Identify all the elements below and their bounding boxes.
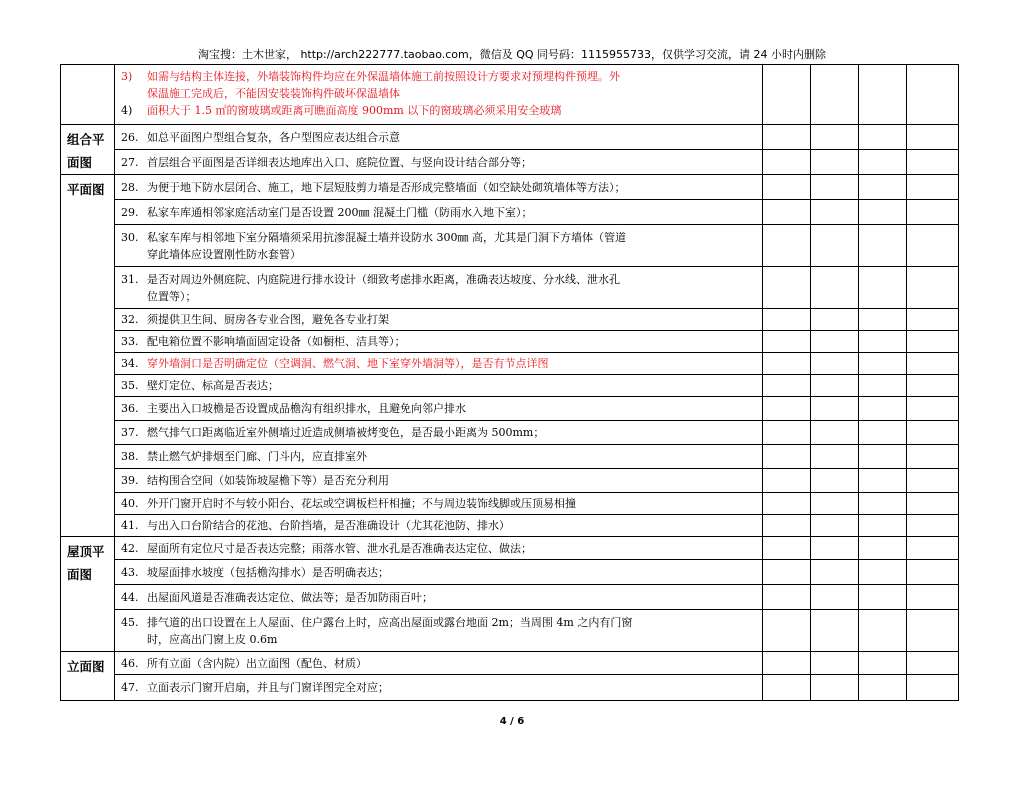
category-elevation: 立面图 — [61, 652, 115, 701]
checklist-item-3-4: 3) 如需与结构主体连接，外墙装饰构件均应在外保温墙体施工前按照设计方要求对预埋构件预埋。外 保温施工完成后，不能因安装装饰构件破坏保温墙体 4) 面积大于 1.5 ㎡的窗玻璃或距离可瞧面高度 900mm 以下的窗玻璃必须采用安全玻璃 — [115, 65, 763, 125]
checklist-item-46: 46. 所有立面（含内院）出立面图（配色、材质） — [115, 652, 763, 675]
table-row — [61, 200, 959, 225]
checklist-item-29: 29. 私家车库通相邻家庭活动室门是否设置 200㎜ 混凝土门槛（防雨水入地下室）； — [115, 200, 763, 225]
table-row — [61, 652, 959, 675]
checklist-item-42: 42. 屋面所有定位尺寸是否表达完整；雨落水管、泄水孔是否准确表达定位、做法； — [115, 537, 763, 560]
checklist-item-38: 38. 禁止燃气炉排烟至门廊、门斗内，应直排室外 — [115, 445, 763, 469]
page-header: 淘宝搜：土木世家， http://arch222777.taobao.com，微信及 QQ 同号码：1115955733，仅供学习交流，请 24 小时内删除 — [197, 48, 827, 61]
table-row — [61, 421, 959, 445]
checklist-item-37: 37. 燃气排气口距离临近室外侧墙过近造成侧墙被烤变色，是否最小距离为 500mm； — [115, 421, 763, 445]
table-row — [61, 225, 959, 267]
table-row — [61, 150, 959, 175]
category-combo-plan: 组合平面图 — [61, 125, 115, 175]
table-row — [61, 309, 959, 331]
table-row — [61, 537, 959, 560]
checklist-item-33: 33. 配电箱位置不影响墙面固定设备（如橱柜、洁具等）； — [115, 331, 763, 353]
checklist-item-31: 31. 是否对周边外侧庭院、内庭院进行排水设计（细致考虑排水距离，准确表达坡度、分水线、泄水孔 位置等）； — [115, 267, 763, 309]
checklist-item-27: 27. 首层组合平面图是否详细表达地库出入口、庭院位置、与竖向设计结合部分等； — [115, 150, 763, 175]
table-row — [61, 585, 959, 610]
page-number: 4 / 6 — [499, 716, 525, 727]
table-row — [61, 493, 959, 515]
checklist-item-26: 26. 如总平面图户型组合复杂，各户型图应表达组合示意 — [115, 125, 763, 150]
table-row — [61, 610, 959, 652]
table-row — [61, 331, 959, 353]
checklist-item-39: 39. 结构围合空间（如装饰坡屋檐下等）是否充分利用 — [115, 469, 763, 493]
checklist-item-28: 28. 为便于地下防水层闭合、施工，地下层短肢剪力墙是否形成完整墙面（如空缺处砌筑墙体等方法）； — [115, 175, 763, 200]
category-cell-empty — [61, 65, 115, 125]
table-row — [61, 469, 959, 493]
table-row — [61, 445, 959, 469]
table-row — [61, 267, 959, 309]
checklist-item-32: 32. 须提供卫生间、厨房各专业合图，避免各专业打架 — [115, 309, 763, 331]
table-row — [61, 375, 959, 397]
checklist-item-40: 40. 外开门窗开启时不与较小阳台、花坛或空调板栏杆相撞；不与周边装饰线脚或压顶易相撞 — [115, 493, 763, 515]
table-row — [61, 353, 959, 375]
checklist-item-43: 43. 坡屋面排水坡度（包括檐沟排水）是否明确表达； — [115, 560, 763, 585]
table-row — [61, 125, 959, 150]
checklist-item-47: 47. 立面表示门窗开启扇，并且与门窗详图完全对应； — [115, 675, 763, 701]
checklist-item-30: 30. 私家车库与相邻地下室分隔墙须采用抗渗混凝土墙并设防水 300㎜ 高，尤其是门洞下方墙体（管道 穿此墙体应设置刚性防水套管） — [115, 225, 763, 267]
table-row — [61, 560, 959, 585]
checklist-item-41: 41. 与出入口台阶结合的花池、台阶挡墙，是否准确设计（尤其花池防、排水） — [115, 515, 763, 537]
checklist-item-36: 36. 主要出入口坡檐是否设置成品檐沟有组织排水，且避免向邻户排水 — [115, 397, 763, 421]
review-checklist-table-main — [60, 64, 959, 701]
category-roof-plan: 屋顶平面图 — [61, 537, 115, 652]
table-row — [61, 175, 959, 200]
table-row — [61, 397, 959, 421]
checklist-item-45: 45. 排气道的出口设置在上人屋面、住户露台上时，应高出屋面或露台地面 2m；当周围 4m 之内有门窗 时，应高出门窗上皮 0.6m — [115, 610, 763, 652]
category-plan: 平面图 — [61, 175, 115, 537]
checklist-item-34: 34. 穿外墙洞口是否明确定位（空调洞、燃气洞、地下室穿外墙洞等），是否有节点详图 — [115, 353, 763, 375]
checklist-item-35: 35. 壁灯定位、标高是否表达； — [115, 375, 763, 397]
checklist-item-44: 44. 出屋面风道是否准确表达定位、做法等；是否加防雨百叶； — [115, 585, 763, 610]
table-row — [61, 675, 959, 701]
table-row — [61, 65, 959, 125]
table-row — [61, 515, 959, 537]
